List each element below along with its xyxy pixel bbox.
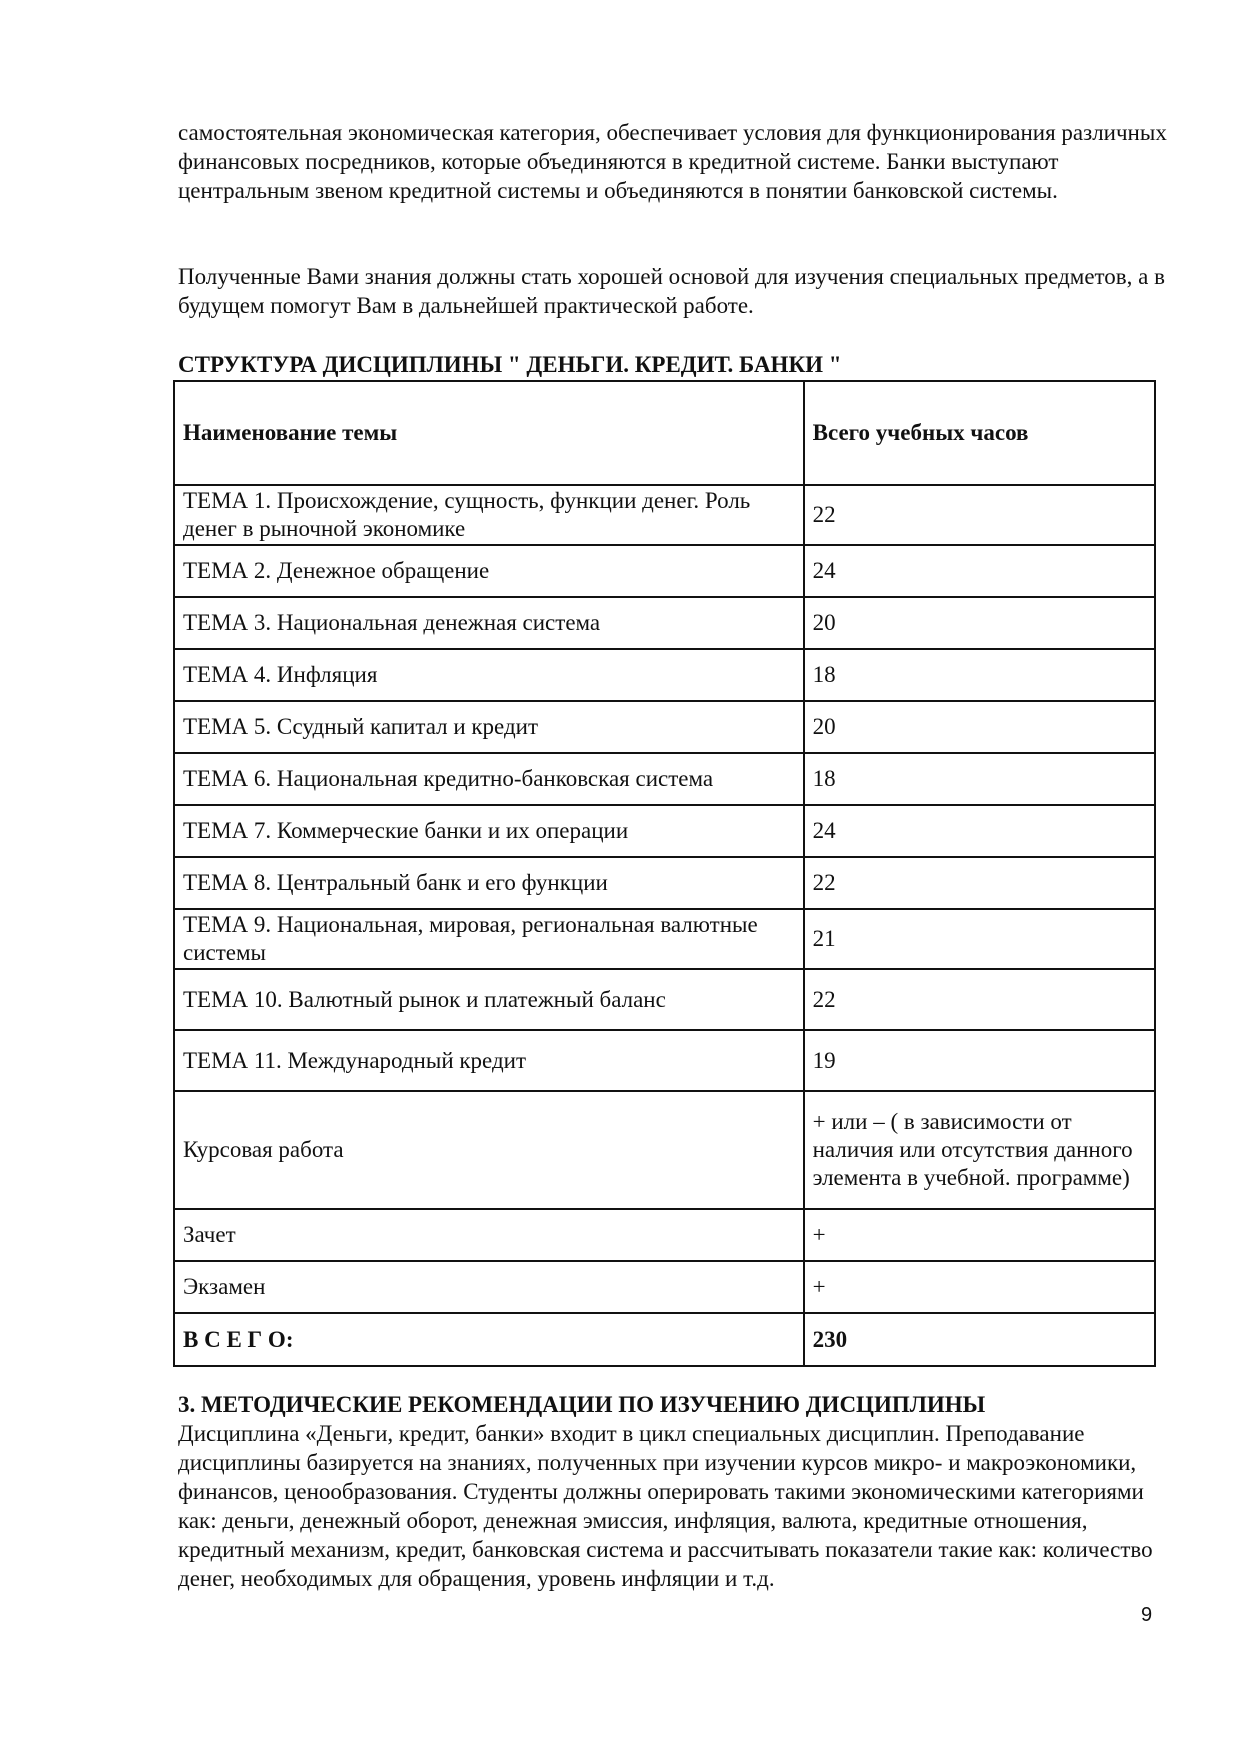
hours-cell: 20	[804, 701, 1155, 753]
header-hours: Всего учебных часов	[804, 381, 1155, 485]
table-row	[174, 649, 1155, 701]
table-row	[174, 485, 1155, 545]
topic-cell: ТЕМА 6. Национальная кредитно-банковская система	[174, 753, 804, 805]
structure-title: СТРУКТУРА ДИСЦИПЛИНЫ " ДЕНЬГИ. КРЕДИТ. БАНКИ "	[178, 352, 842, 377]
topic-cell: ТЕМА 3. Национальная денежная система	[174, 597, 804, 649]
topic-cell: ТЕМА 11. Международный кредит	[174, 1030, 804, 1091]
topic-cell: ТЕМА 4. Инфляция	[174, 649, 804, 701]
table-row	[174, 1261, 1155, 1313]
hours-cell: + или – ( в зависимости от наличия или отсутствия данного элемента в учебной. программе)	[804, 1091, 1155, 1209]
table-row	[174, 1091, 1155, 1209]
topic-cell: ТЕМА 7. Коммерческие банки и их операции	[174, 805, 804, 857]
table-row	[174, 857, 1155, 909]
hours-cell: 19	[804, 1030, 1155, 1091]
table-row	[174, 597, 1155, 649]
topic-cell: Зачет	[174, 1209, 804, 1261]
section3-paragraph: Дисциплина «Деньги, кредит, банки» входит в цикл специальных дисциплин. Преподавание дисциплины базируется на знаниях, полученных при изучении курсов микро- и макроэкономики, финансов, ценообразования. Студенты должны оперировать такими экономическими категориями как: деньги, денежный оборот, денежная эмиссия, инфляция, валюта, кредитные отношения, кредитный механизм, кредит, банковская система и рассчитывать показатели такие как: количество денег, необходимых для обращения, уровень инфляции и т.д.	[178, 1421, 1153, 1591]
hours-cell: 22	[804, 969, 1155, 1030]
hours-cell: 18	[804, 649, 1155, 701]
topic-cell: ТЕМА 10. Валютный рынок и платежный баланс	[174, 969, 804, 1030]
table-total-row	[174, 1313, 1155, 1366]
topic-cell: ТЕМА 5. Ссудный капитал и кредит	[174, 701, 804, 753]
hours-cell: 24	[804, 805, 1155, 857]
table-row	[174, 1209, 1155, 1261]
hours-cell: 24	[804, 545, 1155, 597]
table-row	[174, 969, 1155, 1030]
hours-cell: 22	[804, 485, 1155, 545]
table-row	[174, 545, 1155, 597]
hours-cell: 20	[804, 597, 1155, 649]
hours-cell: 18	[804, 753, 1155, 805]
topic-cell: ТЕМА 8. Центральный банк и его функции	[174, 857, 804, 909]
hours-cell: +	[804, 1261, 1155, 1313]
closing-paragraph: Полученные Вами знания должны стать хорошей основой для изучения специальных предметов, а в будущем помогут Вам в дальнейшей практической работе.	[178, 264, 1165, 318]
total-label: В С Е Г О:	[174, 1313, 804, 1366]
page-number: 9	[1141, 1604, 1153, 1626]
table-row	[174, 1030, 1155, 1091]
topic-cell: Экзамен	[174, 1261, 804, 1313]
topic-cell: ТЕМА 9. Национальная, мировая, региональная валютные системы	[174, 909, 804, 969]
hours-cell: 21	[804, 909, 1155, 969]
table-row	[174, 701, 1155, 753]
topic-cell: Курсовая работа	[174, 1091, 804, 1209]
table-row	[174, 805, 1155, 857]
table-row	[174, 753, 1155, 805]
total-value: 230	[804, 1313, 1155, 1366]
structure-table	[173, 380, 1156, 1367]
header-topic: Наименование темы	[174, 381, 804, 485]
topic-cell: ТЕМА 1. Происхождение, сущность, функции денег. Роль денег в рыночной экономике	[174, 485, 804, 545]
section3-heading: 3. МЕТОДИЧЕСКИЕ РЕКОМЕНДАЦИИ ПО ИЗУЧЕНИЮ ДИСЦИПЛИНЫ	[178, 1392, 986, 1417]
topic-cell: ТЕМА 2. Денежное обращение	[174, 545, 804, 597]
table-row	[174, 909, 1155, 969]
hours-cell: +	[804, 1209, 1155, 1261]
table-header-row	[174, 381, 1155, 485]
intro-paragraph: самостоятельная экономическая категория, обеспечивает условия для функционирования различных финансовых посредников, которые объединяются в кредитной системе. Банки выступают центральным звеном кредитной системы и объединяются в понятии банковской системы.	[178, 120, 1167, 203]
hours-cell: 22	[804, 857, 1155, 909]
